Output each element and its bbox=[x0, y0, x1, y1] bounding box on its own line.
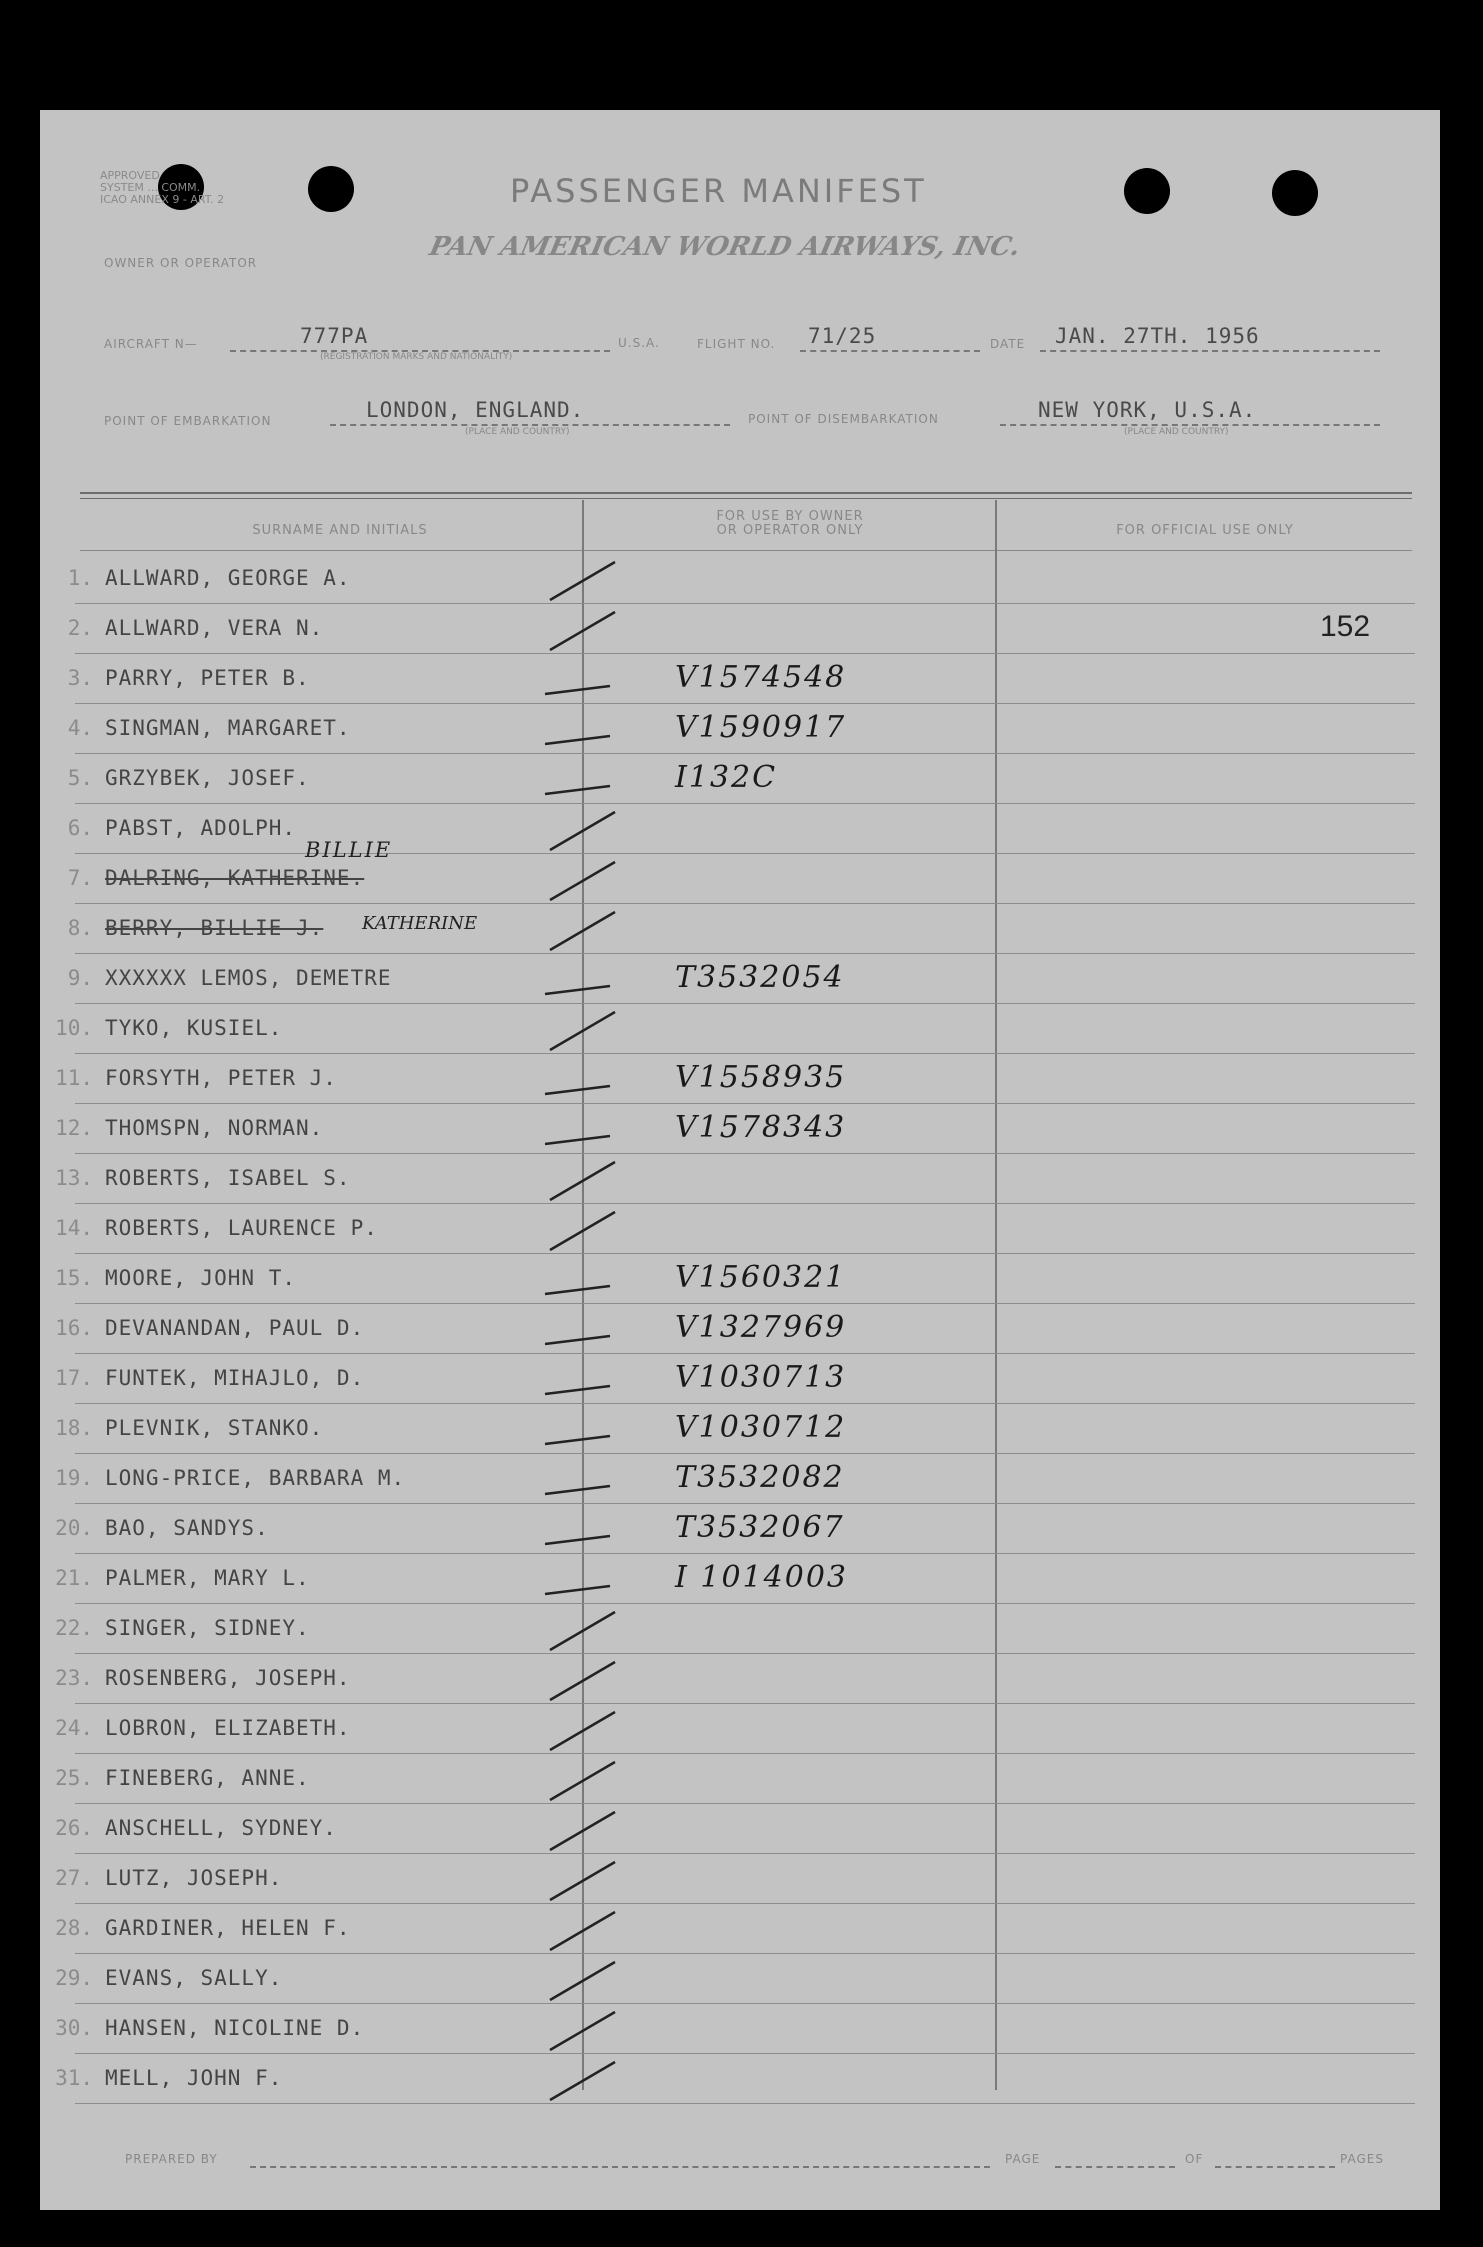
check-mark-icon bbox=[535, 1904, 625, 1954]
aircraft-value: 777PA bbox=[300, 324, 369, 348]
flight-label: FLIGHT NO. bbox=[697, 337, 776, 351]
passenger-name: PABST, ADOLPH. bbox=[105, 816, 297, 840]
row-number: 18. bbox=[55, 1416, 93, 1440]
row-number: 21. bbox=[55, 1566, 93, 1590]
column-header-official: FOR OFFICIAL USE ONLY bbox=[1116, 523, 1294, 538]
row-number: 10. bbox=[55, 1016, 93, 1040]
passenger-name: ALLWARD, VERA N. bbox=[105, 616, 324, 640]
check-mark-icon bbox=[535, 1854, 625, 1904]
disembark-label: POINT OF DISEMBARKATION bbox=[748, 412, 939, 426]
passenger-name: ALLWARD, GEORGE A. bbox=[105, 566, 351, 590]
passenger-name: LUTZ, JOSEPH. bbox=[105, 1866, 283, 1890]
check-mark-icon bbox=[535, 1454, 625, 1504]
passenger-row bbox=[55, 1954, 1415, 2004]
document-number: V1574548 bbox=[675, 660, 847, 695]
check-mark-icon bbox=[535, 1404, 625, 1454]
row-number: 28. bbox=[55, 1916, 93, 1940]
check-mark-icon bbox=[535, 2054, 625, 2104]
check-mark-icon bbox=[535, 554, 625, 604]
disembark-line bbox=[1000, 424, 1380, 426]
passenger-row bbox=[55, 1304, 1415, 1354]
header-bottom-rule bbox=[80, 550, 1412, 551]
passenger-name: FORSYTH, PETER J. bbox=[105, 1066, 337, 1090]
row-number: 6. bbox=[67, 816, 93, 840]
row-number: 4. bbox=[67, 716, 93, 740]
passenger-name: SINGER, SIDNEY. bbox=[105, 1616, 310, 1640]
check-mark-icon bbox=[535, 1304, 625, 1354]
document-number: T3532067 bbox=[675, 1510, 845, 1545]
owner-label: OWNER OR OPERATOR bbox=[104, 256, 258, 270]
row-number: 24. bbox=[55, 1716, 93, 1740]
passenger-name: HANSEN, NICOLINE D. bbox=[105, 2016, 365, 2040]
document-number: T3532054 bbox=[675, 960, 845, 995]
page-line bbox=[1055, 2166, 1175, 2168]
passenger-name: BERRY, BILLIE J. bbox=[105, 916, 324, 940]
airline-name: PAN AMERICAN WORLD AIRWAYS, INC. bbox=[426, 232, 1023, 262]
document-number: V1578343 bbox=[675, 1110, 847, 1145]
document-number: V1030712 bbox=[675, 1410, 847, 1445]
passenger-row bbox=[55, 1704, 1415, 1754]
passenger-row bbox=[55, 2004, 1415, 2054]
passenger-name: FUNTEK, MIHAJLO, D. bbox=[105, 1366, 365, 1390]
passenger-row bbox=[55, 754, 1415, 804]
row-number: 16. bbox=[55, 1316, 93, 1340]
passenger-row bbox=[55, 1904, 1415, 1954]
check-mark-icon bbox=[535, 754, 625, 804]
row-rule bbox=[75, 2103, 1415, 2104]
check-mark-icon bbox=[535, 1204, 625, 1254]
passenger-name: PALMER, MARY L. bbox=[105, 1566, 310, 1590]
document-number: V1590917 bbox=[675, 710, 847, 745]
passenger-row bbox=[55, 804, 1415, 854]
annotation-billie: BILLIE bbox=[305, 838, 393, 862]
date-value: JAN. 27TH. 1956 bbox=[1055, 324, 1260, 348]
punch-hole bbox=[1272, 170, 1318, 216]
passenger-row bbox=[55, 554, 1415, 604]
passenger-row bbox=[55, 1404, 1415, 1454]
disembark-value: NEW YORK, U.S.A. bbox=[1038, 398, 1257, 422]
row-number: 9. bbox=[67, 966, 93, 990]
row-number: 3. bbox=[67, 666, 93, 690]
embark-value: LONDON, ENGLAND. bbox=[366, 398, 585, 422]
document-number: T3532082 bbox=[675, 1460, 845, 1495]
row-number: 31. bbox=[55, 2066, 93, 2090]
passenger-name: ROSENBERG, JOSEPH. bbox=[105, 1666, 351, 1690]
check-mark-icon bbox=[535, 904, 625, 954]
row-number: 30. bbox=[55, 2016, 93, 2040]
passenger-row bbox=[55, 1054, 1415, 1104]
check-mark-icon bbox=[535, 1604, 625, 1654]
passenger-row bbox=[55, 1254, 1415, 1304]
usa-label: U.S.A. bbox=[618, 336, 660, 350]
passenger-row bbox=[55, 1154, 1415, 1204]
row-number: 27. bbox=[55, 1866, 93, 1890]
passenger-name: GARDINER, HELEN F. bbox=[105, 1916, 351, 1940]
passenger-row bbox=[55, 1804, 1415, 1854]
passenger-row bbox=[55, 1104, 1415, 1154]
check-mark-icon bbox=[535, 1354, 625, 1404]
row-number: 2. bbox=[67, 616, 93, 640]
passenger-row bbox=[55, 1854, 1415, 1904]
prepared-by-label: PREPARED BY bbox=[125, 2152, 218, 2166]
row-number: 29. bbox=[55, 1966, 93, 1990]
document-number: I132C bbox=[675, 760, 778, 795]
check-mark-icon bbox=[535, 854, 625, 904]
check-mark-icon bbox=[535, 1954, 625, 2004]
passenger-name: LOBRON, ELIZABETH. bbox=[105, 1716, 351, 1740]
passenger-name: DEVANANDAN, PAUL D. bbox=[105, 1316, 365, 1340]
approval-stamp: APPROVED SYSTEM ... COMM. ICAO ANNEX 9 - ART. 2 bbox=[100, 169, 225, 206]
row-number: 15. bbox=[55, 1266, 93, 1290]
passenger-name: MELL, JOHN F. bbox=[105, 2066, 283, 2090]
passenger-row bbox=[55, 1504, 1415, 1554]
document-number: V1558935 bbox=[675, 1060, 847, 1095]
passenger-row bbox=[55, 1454, 1415, 1504]
row-number: 13. bbox=[55, 1166, 93, 1190]
check-mark-icon bbox=[535, 1554, 625, 1604]
passenger-name: MOORE, JOHN T. bbox=[105, 1266, 297, 1290]
check-mark-icon bbox=[535, 1104, 625, 1154]
of-line bbox=[1215, 2166, 1335, 2168]
passenger-name: LONG-PRICE, BARBARA M. bbox=[105, 1466, 406, 1490]
check-mark-icon bbox=[535, 654, 625, 704]
passenger-row bbox=[55, 1754, 1415, 1804]
passenger-row bbox=[55, 704, 1415, 754]
page-label: PAGE bbox=[1005, 2152, 1041, 2166]
row-number: 17. bbox=[55, 1366, 93, 1390]
passenger-row bbox=[55, 604, 1415, 654]
check-mark-icon bbox=[535, 1504, 625, 1554]
table-top-rule-2 bbox=[80, 498, 1412, 499]
column-header-surname: SURNAME AND INITIALS bbox=[252, 523, 428, 538]
passenger-name: PLEVNIK, STANKO. bbox=[105, 1416, 324, 1440]
row-number: 11. bbox=[55, 1066, 93, 1090]
row-number: 1. bbox=[67, 566, 93, 590]
passenger-name: THOMSPN, NORMAN. bbox=[105, 1116, 324, 1140]
passenger-name: FINEBERG, ANNE. bbox=[105, 1766, 310, 1790]
check-mark-icon bbox=[535, 1254, 625, 1304]
passenger-name: ROBERTS, LAURENCE P. bbox=[105, 1216, 378, 1240]
passenger-row bbox=[55, 1604, 1415, 1654]
column-header-owner-use: FOR USE BY OWNER OR OPERATOR ONLY bbox=[716, 509, 864, 538]
passenger-name: ANSCHELL, SYDNEY. bbox=[105, 1816, 337, 1840]
aircraft-label: AIRCRAFT N— bbox=[104, 337, 198, 351]
row-number: 26. bbox=[55, 1816, 93, 1840]
passenger-row bbox=[55, 1004, 1415, 1054]
page-number: 152 bbox=[1320, 610, 1371, 643]
embark-line bbox=[330, 424, 730, 426]
check-mark-icon bbox=[535, 954, 625, 1004]
flight-value: 71/25 bbox=[808, 324, 877, 348]
passenger-row bbox=[55, 654, 1415, 704]
prepared-by-line bbox=[250, 2166, 990, 2168]
row-number: 14. bbox=[55, 1216, 93, 1240]
table-top-rule bbox=[80, 492, 1412, 494]
check-mark-icon bbox=[535, 1754, 625, 1804]
document-number: I 1014003 bbox=[675, 1560, 848, 1595]
check-mark-icon bbox=[535, 704, 625, 754]
check-mark-icon bbox=[535, 1654, 625, 1704]
punch-hole bbox=[1124, 168, 1170, 214]
embark-sub: (PLACE AND COUNTRY) bbox=[465, 427, 570, 437]
row-number: 19. bbox=[55, 1466, 93, 1490]
passenger-name: XXXXXX LEMOS, DEMETRE bbox=[105, 966, 392, 990]
row-number: 22. bbox=[55, 1616, 93, 1640]
check-mark-icon bbox=[535, 1004, 625, 1054]
punch-hole bbox=[308, 166, 354, 212]
flight-line bbox=[800, 350, 980, 352]
check-mark-icon bbox=[535, 604, 625, 654]
row-number: 20. bbox=[55, 1516, 93, 1540]
passenger-row bbox=[55, 1654, 1415, 1704]
passenger-name: PARRY, PETER B. bbox=[105, 666, 310, 690]
passenger-name: TYKO, KUSIEL. bbox=[105, 1016, 283, 1040]
passenger-row bbox=[55, 904, 1415, 954]
page-title: PASSENGER MANIFEST bbox=[510, 172, 927, 210]
check-mark-icon bbox=[535, 1154, 625, 1204]
passenger-name: GRZYBEK, JOSEF. bbox=[105, 766, 310, 790]
row-number: 25. bbox=[55, 1766, 93, 1790]
passenger-row bbox=[55, 1554, 1415, 1604]
date-label: DATE bbox=[990, 337, 1026, 351]
annotation-katherine: KATHERINE bbox=[362, 913, 478, 934]
check-mark-icon bbox=[535, 1704, 625, 1754]
passenger-row bbox=[55, 2054, 1415, 2104]
document-number: V1560321 bbox=[675, 1260, 847, 1295]
passenger-row bbox=[55, 854, 1415, 904]
row-number: 8. bbox=[67, 916, 93, 940]
passenger-name: ROBERTS, ISABEL S. bbox=[105, 1166, 351, 1190]
row-number: 7. bbox=[67, 866, 93, 890]
aircraft-sub: (REGISTRATION MARKS AND NATIONALITY) bbox=[320, 352, 513, 362]
embark-label: POINT OF EMBARKATION bbox=[104, 414, 272, 428]
passenger-row bbox=[55, 1204, 1415, 1254]
passenger-name: EVANS, SALLY. bbox=[105, 1966, 283, 1990]
check-mark-icon bbox=[535, 1804, 625, 1854]
row-number: 12. bbox=[55, 1116, 93, 1140]
check-mark-icon bbox=[535, 804, 625, 854]
passenger-name: SINGMAN, MARGARET. bbox=[105, 716, 351, 740]
disembark-sub: (PLACE AND COUNTRY) bbox=[1124, 427, 1229, 437]
row-number: 5. bbox=[67, 766, 93, 790]
passenger-name: BAO, SANDYS. bbox=[105, 1516, 269, 1540]
check-mark-icon bbox=[535, 2004, 625, 2054]
pages-label: PAGES bbox=[1340, 2152, 1384, 2166]
document-number: V1030713 bbox=[675, 1360, 847, 1395]
of-label: OF bbox=[1185, 2152, 1204, 2166]
passenger-row bbox=[55, 1354, 1415, 1404]
passenger-name: DALRING, KATHERINE. bbox=[105, 866, 365, 890]
row-number: 23. bbox=[55, 1666, 93, 1690]
check-mark-icon bbox=[535, 1054, 625, 1104]
passenger-row bbox=[55, 954, 1415, 1004]
date-line bbox=[1040, 350, 1380, 352]
document-number: V1327969 bbox=[675, 1310, 847, 1345]
